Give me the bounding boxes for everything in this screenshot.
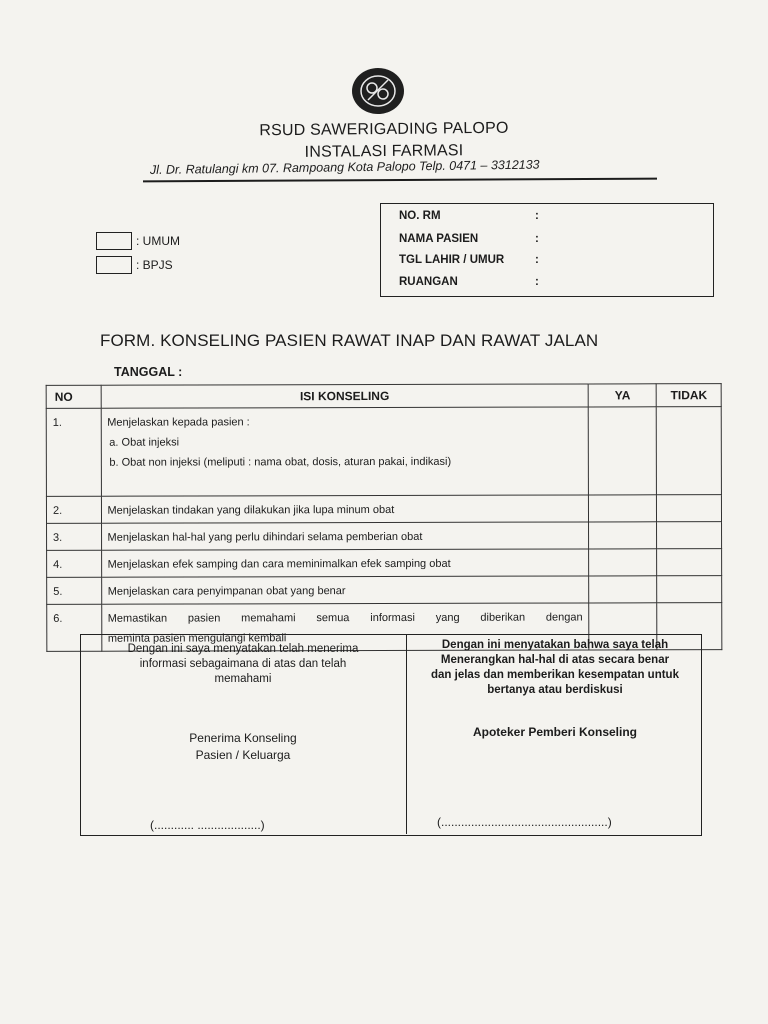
col-tidak-header: TIDAK [657,384,722,407]
tidak-cell[interactable] [657,549,722,576]
pharmacist-signature-line[interactable]: (..................................................) [437,815,612,829]
ya-cell[interactable] [589,495,657,522]
ya-cell[interactable] [589,576,657,603]
tidak-cell[interactable] [657,576,722,603]
nama-pasien-row[interactable]: NAMA PASIEN : [399,233,539,245]
department-name: INSTALASI FARMASI [304,142,464,161]
row-text: Menjelaskan kepada pasien : a. Obat injeksi b. Obat non injeksi (meliputi : nama obat, dosis, aturan pakai, indikasi) [101,407,589,496]
ya-cell[interactable] [589,522,657,549]
header-divider [143,178,657,183]
pharmacist-role: Apoteker Pemberi Konseling [472,725,638,739]
nama-pasien-label: NAMA PASIEN [399,233,479,245]
row-text: Menjelaskan cara penyimpanan obat yang benar [101,576,589,604]
table-row: 4. Menjelaskan efek samping dan cara meminimalkan efek samping obat [47,549,722,578]
counseling-table [46,383,723,652]
ya-cell[interactable] [589,407,657,495]
tgl-lahir-row[interactable]: TGL LAHIR / UMUR : [399,254,539,266]
col-no-header: NO [46,385,101,408]
umum-option[interactable] [96,232,180,250]
table-header-row [46,384,721,409]
row-text: Menjelaskan hal-hal yang perlu dihindari selama pemberian obat [101,522,589,550]
patient-info-box [380,203,714,297]
pharmacist-statement: Dengan ini menyatakan bahwa saya telah Menerangkan hal-hal di atas secara benar dan jelas dan memberikan kesempatan untuk bertanya atau berdiskusi [431,639,679,696]
row-text: Menjelaskan efek samping dan cara meminimalkan efek samping obat [101,549,589,577]
umum-checkbox[interactable] [96,232,132,250]
row-text: Menjelaskan tindakan yang dilakukan jika lupa minum obat [101,495,589,523]
date-label: TANGGAL : [114,365,183,379]
table-row: 6. Memastikan pasien memahami semua informasi yang diberikan dengan meminta pasien mengulangi kembali [47,603,722,652]
ya-cell[interactable] [589,549,657,576]
bpjs-option[interactable] [96,256,173,274]
tidak-cell[interactable] [657,495,722,522]
tidak-cell[interactable] [657,522,722,549]
table-row: 2. Menjelaskan tindakan yang dilakukan jika lupa minum obat [46,495,721,524]
hospital-name: RSUD SAWERIGADING PALOPO [259,119,509,140]
recipient-statement: Dengan ini saya menyatakan telah menerima informasi sebagaimana di atas dan telah memahami [127,643,359,685]
recipient-signature-line[interactable]: (............ ...................) [150,818,265,832]
umum-label: : UMUM [136,234,180,248]
col-isi-header: ISI KONSELING [101,384,589,408]
ruangan-label: RUANGAN [399,276,458,288]
table-row: 1. Menjelaskan kepada pasien : a. Obat injeksi b. Obat non injeksi (meliputi : nama obat, dosis, aturan pakai, indikasi) [46,407,721,497]
tidak-cell[interactable] [657,407,722,495]
bpjs-checkbox[interactable] [96,256,132,274]
ruangan-row[interactable]: RUANGAN : [399,276,539,288]
no-rm-row[interactable]: NO. RM : [399,210,539,222]
tgl-lahir-label: TGL LAHIR / UMUR [399,254,505,266]
table-row: 5. Menjelaskan cara penyimpanan obat yang benar [47,576,722,605]
no-rm-label: NO. RM [399,210,441,222]
form-title: FORM. KONSELING PASIEN RAWAT INAP DAN RAWAT JALAN [100,331,599,350]
table-row: 3. Menjelaskan hal-hal yang perlu dihindari selama pemberian obat [47,522,722,551]
hospital-logo [350,66,406,116]
row-text: Memastikan pasien memahami semua informasi yang diberikan dengan meminta pasien mengulangi kembali [101,603,589,651]
signature-divider [406,634,407,834]
recipient-role: Penerima Konseling Pasien / Keluarga [189,731,297,762]
bpjs-label: : BPJS [136,258,173,272]
hospital-address: Jl. Dr. Ratulangi km 07. Rampoang Kota Palopo Telp. 0471 – 3312133 [149,157,540,177]
col-ya-header: YA [589,384,657,407]
